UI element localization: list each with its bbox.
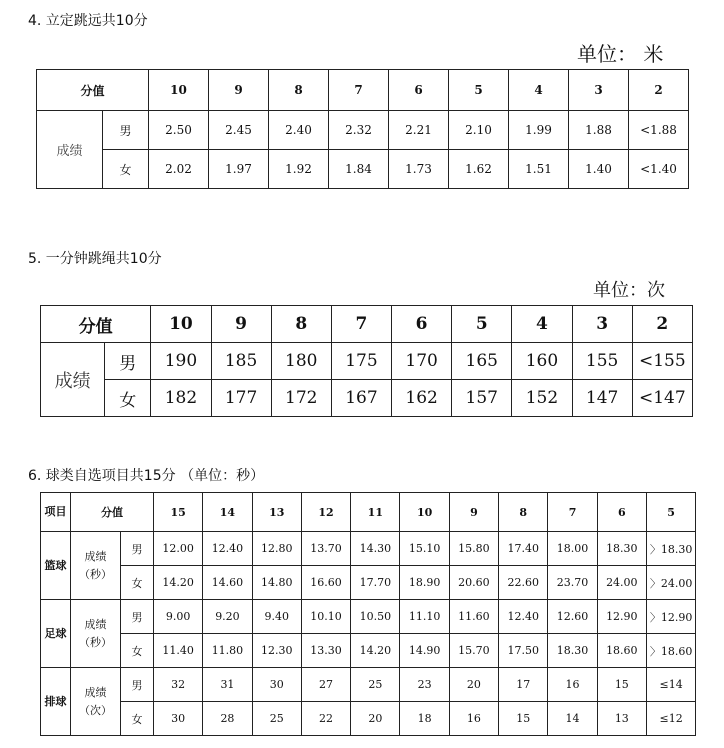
value-cell: 1.88 <box>569 111 629 150</box>
value-cell: 2.40 <box>269 111 329 150</box>
value-cell: 14.60 <box>203 566 252 600</box>
value-cell: 162 <box>392 380 452 417</box>
value-cell: 23.70 <box>548 566 597 600</box>
score-cell: 5 <box>452 306 512 343</box>
value-cell: 28 <box>203 702 252 736</box>
value-cell: 18.90 <box>400 566 449 600</box>
value-cell: <147 <box>632 380 692 417</box>
value-cell: 11.80 <box>203 634 252 668</box>
ball-sports-table <box>40 492 696 736</box>
score-cell: 8 <box>269 70 329 111</box>
score-label: 分值 <box>71 493 154 532</box>
value-cell: 24.00 <box>597 566 646 600</box>
value-cell: 14.80 <box>252 566 301 600</box>
score-cell: 14 <box>203 493 252 532</box>
value-cell: 1.73 <box>389 150 449 189</box>
gender-label: 女 <box>121 702 154 736</box>
sport-label-volleyball: 排球 <box>41 668 71 736</box>
value-cell: 23 <box>400 668 449 702</box>
score-cell: 4 <box>509 70 569 111</box>
score-cell: 15 <box>154 493 203 532</box>
value-cell: 14 <box>548 702 597 736</box>
gender-label: 女 <box>121 566 154 600</box>
table-row-volleyball-male <box>41 668 696 702</box>
score-cell: 11 <box>351 493 400 532</box>
value-cell: <1.40 <box>629 150 689 189</box>
value-cell: 2.10 <box>449 111 509 150</box>
jump-rope-table <box>40 305 693 417</box>
value-cell: 27 <box>301 668 350 702</box>
score-cell: 13 <box>252 493 301 532</box>
value-cell: 22 <box>301 702 350 736</box>
value-cell: 190 <box>151 343 211 380</box>
value-cell: 30 <box>252 668 301 702</box>
value-cell: 20 <box>351 702 400 736</box>
value-cell: 1.97 <box>209 150 269 189</box>
value-cell: 18.30 <box>548 634 597 668</box>
score-cell: 8 <box>271 306 331 343</box>
value-cell: 172 <box>271 380 331 417</box>
value-cell: 20 <box>449 668 498 702</box>
value-cell: 157 <box>452 380 512 417</box>
score-label: 分值 <box>37 70 149 111</box>
gender-label: 男 <box>121 532 154 566</box>
score-cell: 4 <box>512 306 572 343</box>
score-cell: 7 <box>548 493 597 532</box>
value-cell: 13 <box>597 702 646 736</box>
value-cell: 14.20 <box>351 634 400 668</box>
value-cell: 15.70 <box>449 634 498 668</box>
score-cell: 9 <box>211 306 271 343</box>
result-label: 成绩 <box>41 343 105 417</box>
gender-label: 男 <box>103 111 149 150</box>
value-cell: 12.00 <box>154 532 203 566</box>
value-cell: 175 <box>331 343 391 380</box>
value-cell: 13.30 <box>301 634 350 668</box>
value-cell: 1.62 <box>449 150 509 189</box>
gender-label: 女 <box>121 634 154 668</box>
value-cell: 177 <box>211 380 271 417</box>
value-cell: 1.92 <box>269 150 329 189</box>
score-cell: 8 <box>499 493 548 532</box>
table-row-football-male <box>41 600 696 634</box>
value-cell: 25 <box>252 702 301 736</box>
score-cell: 3 <box>569 70 629 111</box>
value-cell: 17.50 <box>499 634 548 668</box>
score-cell: 10 <box>400 493 449 532</box>
table-row-male <box>41 343 693 380</box>
value-cell: 9.20 <box>203 600 252 634</box>
score-cell: 10 <box>151 306 211 343</box>
value-cell: 147 <box>572 380 632 417</box>
value-cell: 15 <box>597 668 646 702</box>
score-cell: 10 <box>149 70 209 111</box>
table-row-basketball-male <box>41 532 696 566</box>
table-row-football-female <box>41 634 696 668</box>
value-cell: 18.00 <box>548 532 597 566</box>
value-cell: 1.51 <box>509 150 569 189</box>
gender-label: 女 <box>103 150 149 189</box>
value-cell: 2.21 <box>389 111 449 150</box>
result-label: 成绩（秒） <box>71 532 121 600</box>
value-cell: 2.02 <box>149 150 209 189</box>
score-cell: 5 <box>449 70 509 111</box>
long-jump-table <box>36 69 689 189</box>
gender-label: 女 <box>105 380 151 417</box>
item-label: 项目 <box>41 493 71 532</box>
score-cell: 6 <box>389 70 449 111</box>
value-cell: 2.50 <box>149 111 209 150</box>
value-cell: 〉12.90 <box>646 600 695 634</box>
value-cell: 17.70 <box>351 566 400 600</box>
value-cell: 11.10 <box>400 600 449 634</box>
table-row-volleyball-female <box>41 702 696 736</box>
score-header-row <box>41 306 693 343</box>
value-cell: 12.30 <box>252 634 301 668</box>
unit-label-jump-rope: 单位：次 <box>593 280 665 301</box>
value-cell: 18.60 <box>597 634 646 668</box>
section-title-ball-sports: 6. 球类自选项目共15分 （单位：秒） <box>28 468 265 484</box>
gender-label: 男 <box>121 668 154 702</box>
value-cell: 10.10 <box>301 600 350 634</box>
value-cell: 15.80 <box>449 532 498 566</box>
value-cell: 165 <box>452 343 512 380</box>
value-cell: 17 <box>499 668 548 702</box>
value-cell: 11.60 <box>449 600 498 634</box>
sport-label-football: 足球 <box>41 600 71 668</box>
table-row-basketball-female <box>41 566 696 600</box>
score-cell: 6 <box>597 493 646 532</box>
table-row-female <box>41 380 693 417</box>
value-cell: 25 <box>351 668 400 702</box>
value-cell: 31 <box>203 668 252 702</box>
value-cell: ≤14 <box>646 668 695 702</box>
value-cell: 14.20 <box>154 566 203 600</box>
score-cell: 12 <box>301 493 350 532</box>
value-cell: 12.90 <box>597 600 646 634</box>
score-header-row <box>41 493 696 532</box>
value-cell: 13.70 <box>301 532 350 566</box>
value-cell: 15.10 <box>400 532 449 566</box>
score-cell: 9 <box>449 493 498 532</box>
value-cell: 14.90 <box>400 634 449 668</box>
table-row-female <box>37 150 689 189</box>
value-cell: 12.40 <box>499 600 548 634</box>
sport-label-basketball: 篮球 <box>41 532 71 600</box>
value-cell: 〉24.00 <box>646 566 695 600</box>
score-cell: 6 <box>392 306 452 343</box>
value-cell: 1.40 <box>569 150 629 189</box>
gender-label: 男 <box>121 600 154 634</box>
value-cell: 15 <box>499 702 548 736</box>
value-cell: 182 <box>151 380 211 417</box>
score-cell: 2 <box>629 70 689 111</box>
value-cell: 18 <box>400 702 449 736</box>
value-cell: 9.40 <box>252 600 301 634</box>
value-cell: 11.40 <box>154 634 203 668</box>
value-cell: 12.40 <box>203 532 252 566</box>
value-cell: 17.40 <box>499 532 548 566</box>
value-cell: 2.45 <box>209 111 269 150</box>
score-label: 分值 <box>41 306 151 343</box>
result-label: 成绩（次） <box>71 668 121 736</box>
value-cell: 16 <box>449 702 498 736</box>
value-cell: ≤12 <box>646 702 695 736</box>
score-cell: 2 <box>632 306 692 343</box>
value-cell: 170 <box>392 343 452 380</box>
value-cell: 12.60 <box>548 600 597 634</box>
result-label: 成绩 <box>37 111 103 189</box>
value-cell: 167 <box>331 380 391 417</box>
value-cell: 2.32 <box>329 111 389 150</box>
gender-label: 男 <box>105 343 151 380</box>
value-cell: 22.60 <box>499 566 548 600</box>
value-cell: 18.30 <box>597 532 646 566</box>
value-cell: 30 <box>154 702 203 736</box>
value-cell: 155 <box>572 343 632 380</box>
score-header-row <box>37 70 689 111</box>
value-cell: <155 <box>632 343 692 380</box>
value-cell: 185 <box>211 343 271 380</box>
value-cell: 152 <box>512 380 572 417</box>
score-cell: 9 <box>209 70 269 111</box>
value-cell: 9.00 <box>154 600 203 634</box>
value-cell: 16.60 <box>301 566 350 600</box>
unit-label-long-jump: 单位： 米 <box>577 42 664 66</box>
score-cell: 3 <box>572 306 632 343</box>
value-cell: 1.84 <box>329 150 389 189</box>
score-cell: 7 <box>331 306 391 343</box>
value-cell: 10.50 <box>351 600 400 634</box>
score-cell: 5 <box>646 493 695 532</box>
section-title-long-jump: 4. 立定跳远共10分 <box>28 13 148 29</box>
result-label: 成绩（秒） <box>71 600 121 668</box>
value-cell: 180 <box>271 343 331 380</box>
value-cell: <1.88 <box>629 111 689 150</box>
value-cell: 1.99 <box>509 111 569 150</box>
score-cell: 7 <box>329 70 389 111</box>
value-cell: 32 <box>154 668 203 702</box>
value-cell: 12.80 <box>252 532 301 566</box>
value-cell: 14.30 <box>351 532 400 566</box>
value-cell: 〉18.60 <box>646 634 695 668</box>
value-cell: 20.60 <box>449 566 498 600</box>
value-cell: 〉18.30 <box>646 532 695 566</box>
table-row-male <box>37 111 689 150</box>
value-cell: 16 <box>548 668 597 702</box>
value-cell: 160 <box>512 343 572 380</box>
section-title-jump-rope: 5. 一分钟跳绳共10分 <box>28 251 162 267</box>
